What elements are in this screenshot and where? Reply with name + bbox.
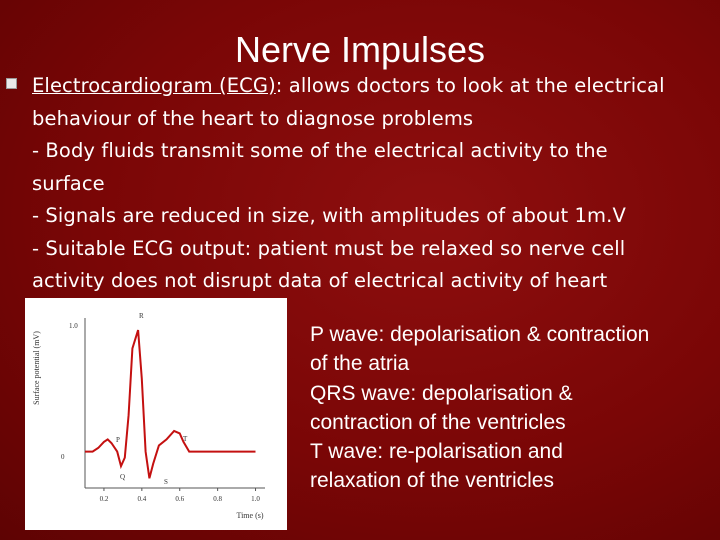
wave-description-line: QRS wave: depolarisation & <box>310 381 573 405</box>
x-tick-group <box>100 488 261 503</box>
bullet-line: - Signals are reduced in size, with amplitudes of about 1m.V <box>32 204 626 227</box>
ecg-chart-panel <box>25 298 287 530</box>
bullet-line: surface <box>32 171 105 195</box>
x-tick-label: 0.6 <box>175 495 185 503</box>
slide-title: Nerve Impulses <box>234 29 486 70</box>
wave-descriptions <box>310 320 710 496</box>
x-axis-label: Time (s) <box>236 511 264 520</box>
y-tick-label: 1.0 <box>69 322 78 330</box>
wave-label-r: R <box>139 312 144 320</box>
x-tick-label: 1.0 <box>251 495 260 503</box>
x-tick-label: 0.2 <box>99 495 109 503</box>
wave-description-line: P wave: depolarisation & contraction <box>310 323 650 346</box>
y-axis-label: Surface potential (mV) <box>32 331 41 405</box>
bullet-line: behaviour of the heart to diagnose problems <box>32 106 474 130</box>
ecg-term: Electrocardiogram (ECG) <box>32 74 276 97</box>
x-tick-label: 0.4 <box>137 495 147 503</box>
main-bullet-text <box>32 70 712 298</box>
wave-label-p: P <box>116 436 120 444</box>
bullet-line: - Body fluids transmit some of the electrical activity to the <box>32 139 608 162</box>
wave-description-line: of the atria <box>310 352 410 376</box>
bullet-line: activity does not disrupt data of electrical activity of heart <box>32 269 608 292</box>
y-tick-label: 0 <box>61 453 65 461</box>
bullet-line <box>32 70 712 103</box>
wave-description-line: T wave: re-polarisation and <box>310 440 563 464</box>
ecg-series-line <box>85 330 256 478</box>
wave-label-q: Q <box>120 473 126 481</box>
bullet-line: - Suitable ECG output: patient must be relaxed so nerve cell <box>32 236 626 260</box>
bullet-line-text: : allows doctors to look at the electrical <box>275 74 665 97</box>
ecg-chart <box>25 298 287 530</box>
wave-label-t: T <box>183 435 188 443</box>
bullet-square-icon <box>6 78 17 89</box>
wave-description-line: relaxation of the ventricles <box>310 469 554 493</box>
wave-label-s: S <box>164 478 168 486</box>
wave-description-line: contraction of the ventricles <box>310 410 566 434</box>
x-tick-label: 0.8 <box>213 495 223 503</box>
